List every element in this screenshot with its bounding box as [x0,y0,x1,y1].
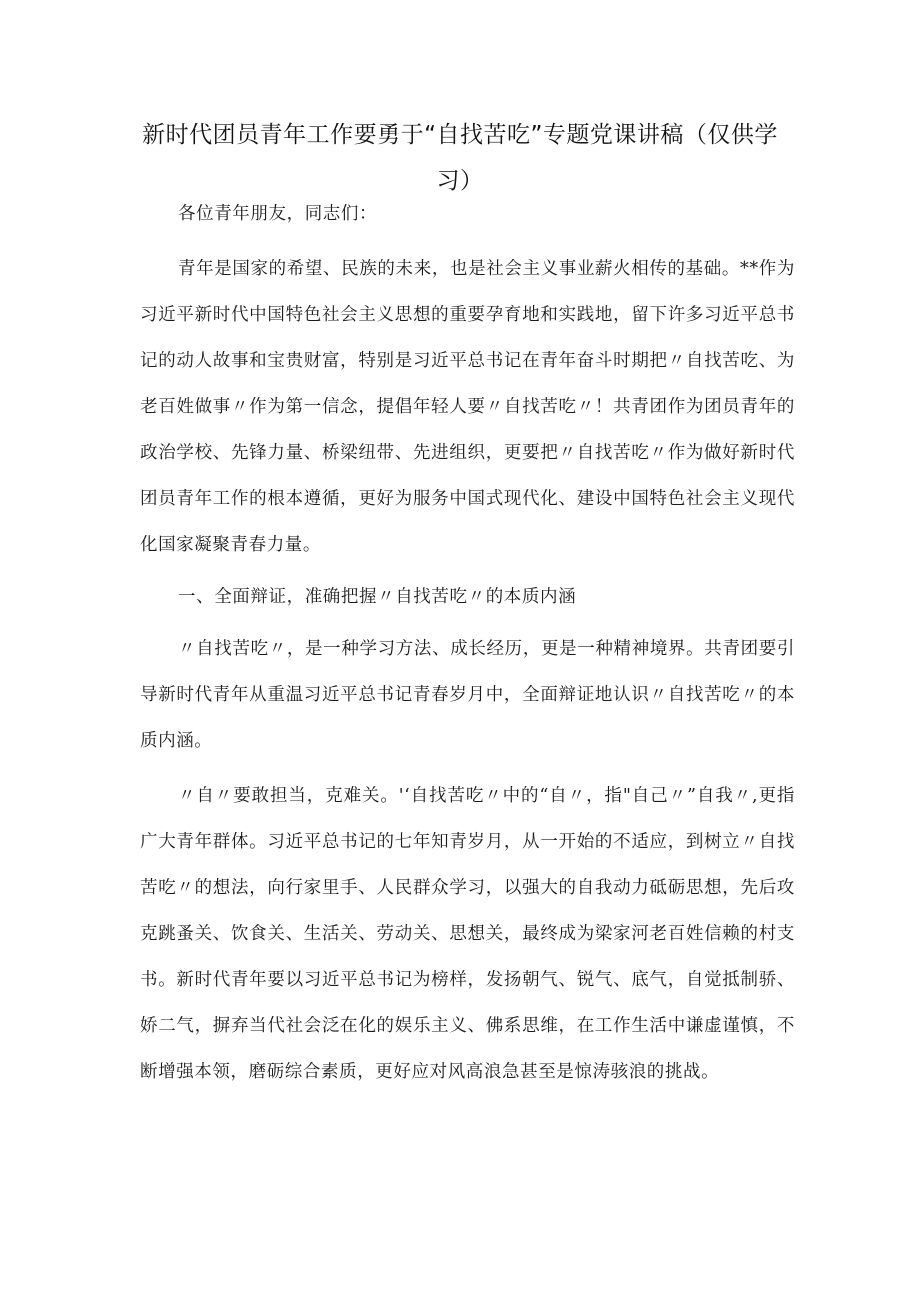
document-body [140,191,795,1095]
body-paragraph: 〃自找苦吃〃，是一种学习方法、成长经历，更是一种精神境界。共青团要引导新时代青年从重温习近平总书记青春岁月中，全面辩证地认识〃自找苦吃〃的本质内涵。 [140,639,795,751]
document-title: 新时代团员青年工作要勇于“自找苦吃”专题党课讲稿（仅供学习） [142,122,778,194]
intro-paragraph: 青年是国家的希望、民族的未来，也是社会主义事业薪火相传的基础。**作为习近平新时代中国特色社会主义思想的重要孕育地和实践地，留下许多习近平总书记的动人故事和宝贵财富，特别是习近平总书记在青年奋斗时期把〃自找苦吃、为老百姓做事〃作为第一信念，提倡年轻人要〃自找苦吃〃！共青团作为团员青年的政治学校、先锋力量、桥梁纽带、先进组织，更要把〃自找苦吃〃作为做好新时代团员青年工作的根本遵循，更好为服务中国式现代化、建设中国特色社会主义现代化国家凝聚青春力量。 [140,259,795,555]
salutation-paragraph: 各位青年朋友，同志们： [178,204,378,224]
section-heading: 一、全面辩证，准确把握〃自找苦吃〃的本质内涵 [178,587,577,607]
body-paragraph: 〃自〃要敢担当，克难关。'‘自找苦吃〃中的“自〃，指"自己〃”自我〃,更指广大青年群体。习近平总书记的七年知青岁月，从一开始的不适应，到树立〃自找苦吃〃的想法，向行家里手、人民群众学习，以强大的自我动力砥砺思想，先后攻克跳蚤关、饮食关、生活关、劳动关、思想关，最终成为梁家河老百姓信赖的村支书。新时代青年要以习近平总书记为榜样，发扬朝气、锐气、底气，自觉抵制骄、娇二气，摒弃当代社会泛在化的娱乐主义、佛系思维，在工作生活中谦虚谨慎，不断增强本领，磨砺综合素质，更好应对风高浪急甚至是惊涛骇浪的挑战。 [140,786,795,1082]
